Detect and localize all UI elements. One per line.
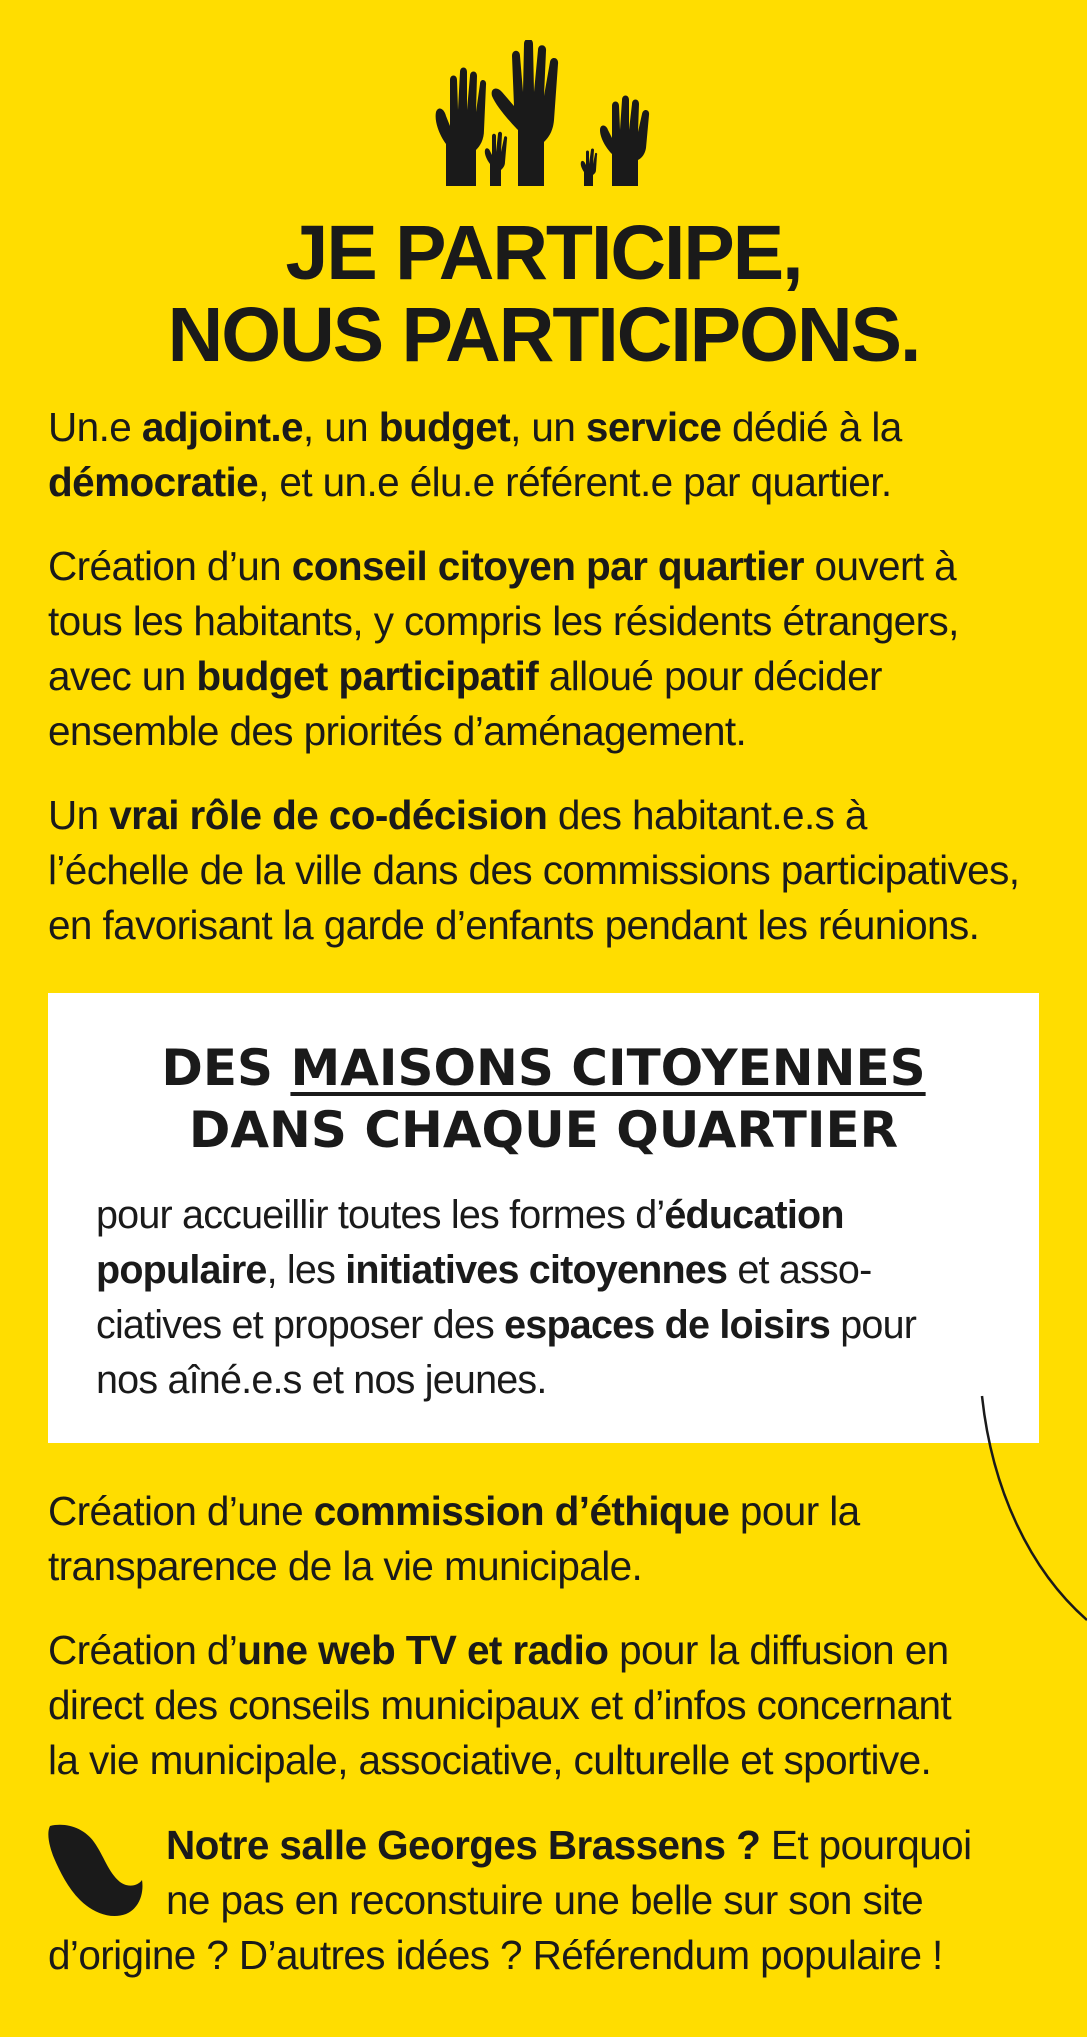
paragraph-line: en favorisant la garde d’enfants pendant les réunions. (48, 902, 980, 948)
paragraph-co-decision (48, 788, 1040, 953)
paragraph-line: démocratie, et un.e élu.e référent.e par quartier. (48, 459, 892, 505)
paragraph-line: ne pas en reconstuire une belle sur son site (166, 1877, 924, 1923)
title-line-1: JE PARTICIPE, (285, 210, 802, 296)
box-title-line-1: DES MAISONS CITOYENNES (161, 1039, 926, 1097)
box-title-line-2: DANS CHAQUE QUARTIER (188, 1101, 899, 1159)
page-title (0, 212, 1087, 376)
box-body (96, 1188, 996, 1408)
paragraph-line: Création d’un conseil citoyen par quartier ouvert à (48, 543, 957, 589)
box-line: nos aîné.e.s et nos jeunes. (96, 1358, 547, 1402)
paragraph-ethique (48, 1484, 1040, 1594)
box-line: populaire, les initiatives citoyennes et asso- (96, 1248, 872, 1292)
box-line: ciatives et proposer des espaces de loisirs pour (96, 1303, 917, 1347)
paragraph-line: Un vrai rôle de co-décision des habitant.e.s à (48, 792, 867, 838)
paragraph-line: Création d’une web TV et radio pour la diffusion en (48, 1627, 949, 1673)
paragraph-conseil-citoyen (48, 539, 1040, 759)
raised-hands-icon (430, 40, 660, 190)
box-line: pour accueillir toutes les formes d’éducation (96, 1193, 844, 1237)
paragraph-democracy (48, 400, 1040, 510)
paragraph-web-tv (48, 1623, 1040, 1788)
paragraph-line: Création d’une commission d’éthique pour la (48, 1488, 860, 1534)
title-line-2: NOUS PARTICIPONS. (167, 292, 920, 378)
maisons-citoyennes-box (48, 993, 1039, 1443)
paragraph-line: transparence de la vie municipale. (48, 1543, 643, 1589)
paragraph-line: Notre salle Georges Brassens ? Et pourquoi (166, 1822, 972, 1868)
paragraph-line: d’origine ? D’autres idées ? Référendum populaire ! (48, 1932, 943, 1978)
paragraph-line: la vie municipale, associative, culturelle et sportive. (48, 1737, 932, 1783)
paragraph-line: ensemble des priorités d’aménagement. (48, 708, 747, 754)
box-title (48, 1037, 1039, 1161)
paragraph-line: tous les habitants, y compris les résidents étrangers, (48, 598, 959, 644)
paragraph-line: direct des conseils municipaux et d’infos concernant (48, 1682, 952, 1728)
paragraph-line: l’échelle de la ville dans des commissions participatives, (48, 847, 1020, 893)
paragraph-line: Un.e adjoint.e, un budget, un service dédié à la (48, 404, 902, 450)
paragraph-brassens (48, 1818, 1040, 1983)
paragraph-line: avec un budget participatif alloué pour décider (48, 653, 882, 699)
